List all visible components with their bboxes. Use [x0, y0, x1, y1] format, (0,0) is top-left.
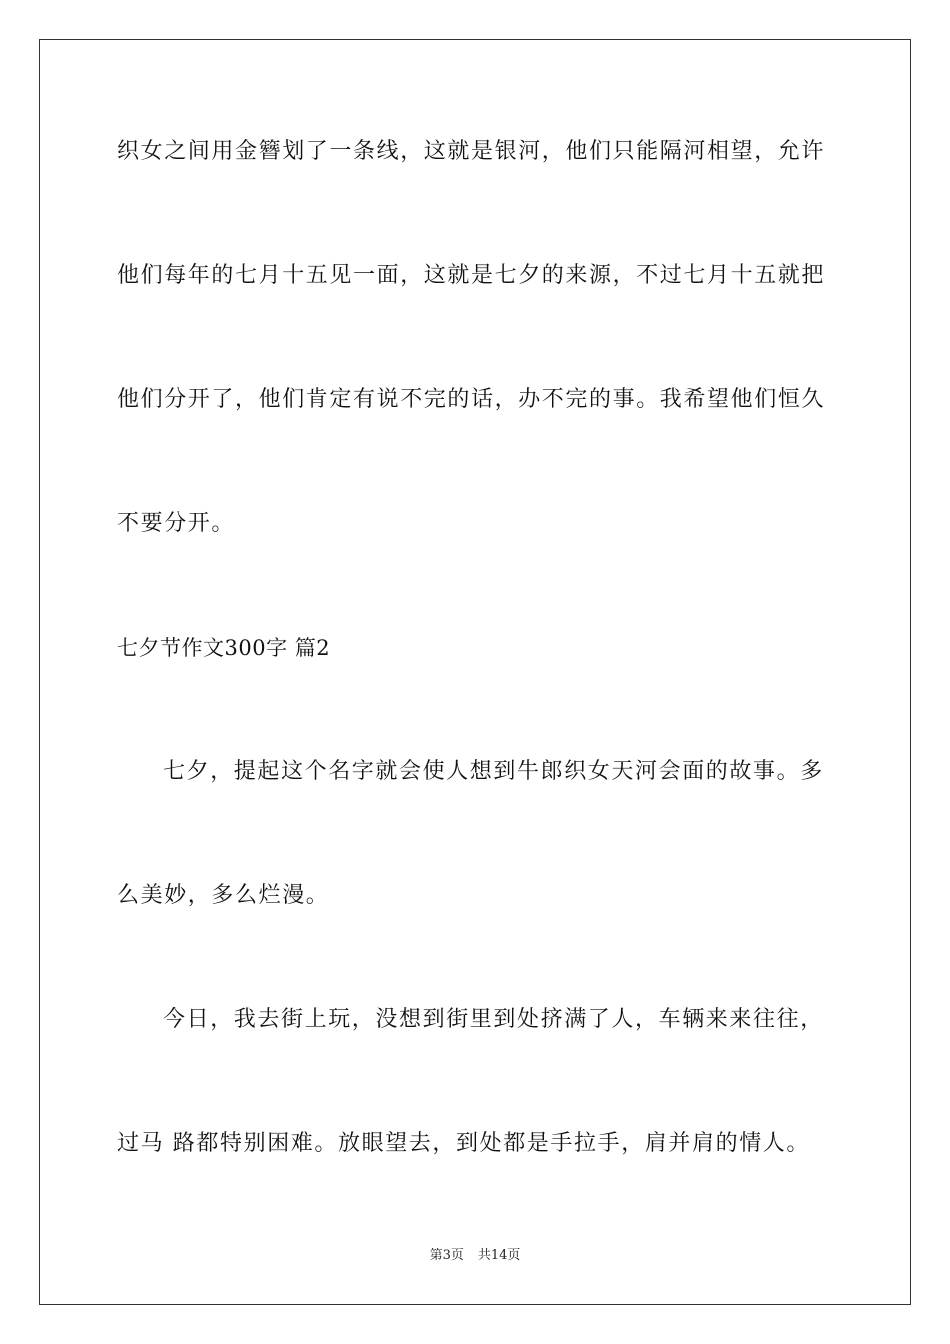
section-heading: 七夕节作文300字 篇2: [117, 636, 331, 660]
text-line: 织女之间用金簪划了一条线，这就是银河，他们只能隔河相望，允许: [117, 139, 826, 164]
text-line: 过马 路都特别困难。放眼望去，到处都是手拉手，肩并肩的情人。: [117, 1131, 810, 1156]
text-line: 今日，我去街上玩，没想到街里到处挤满了人，车辆来来往往，: [163, 1007, 824, 1032]
page-number: 第3页: [429, 1248, 464, 1263]
text-line: 不要分开。: [117, 511, 236, 536]
page-footer: [0, 1247, 950, 1265]
page-total: 共14页: [477, 1248, 521, 1263]
text-line: 他们分开了，他们肯定有说不完的话，办不完的事。我希望他们恒久: [117, 387, 826, 412]
page-frame: [39, 39, 911, 1305]
text-line: 七夕，提起这个名字就会使人想到牛郎织女天河会面的故事。多: [163, 759, 824, 784]
text-line: 他们每年的七月十五见一面，这就是七夕的来源，不过七月十五就把: [117, 263, 826, 288]
text-line: 么美妙，多么烂漫。: [117, 883, 330, 908]
